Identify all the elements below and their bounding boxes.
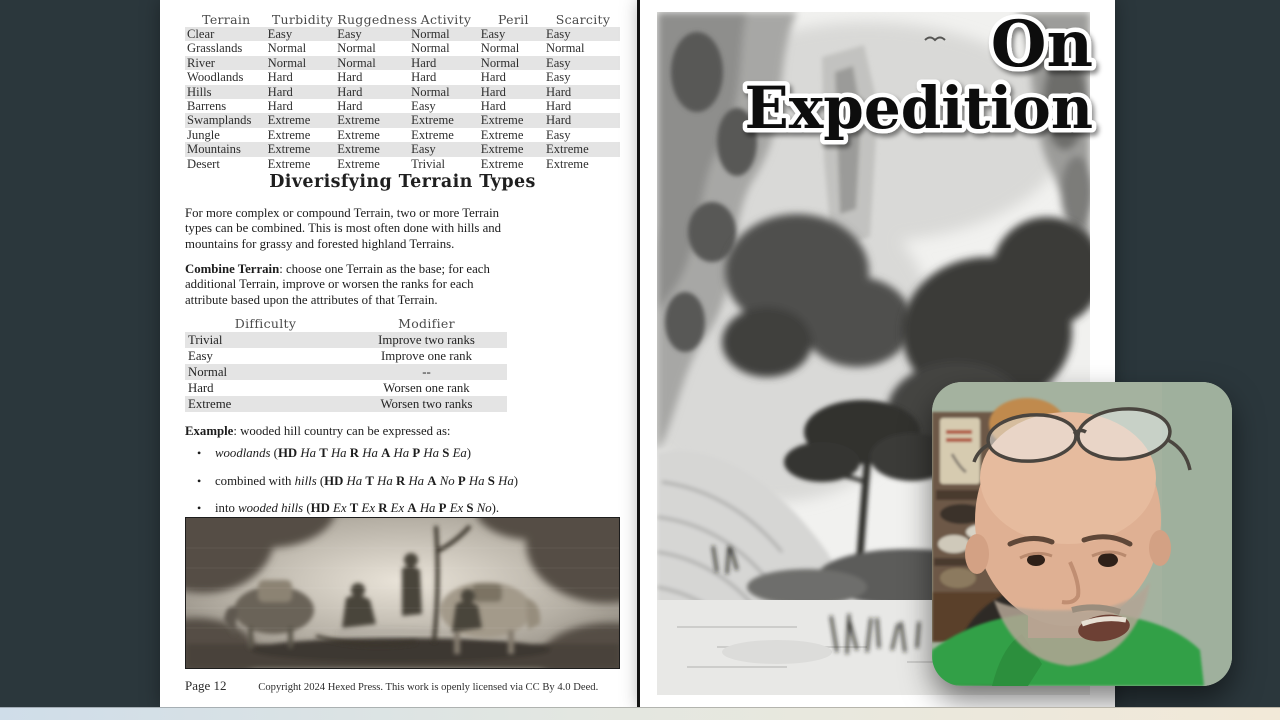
table-cell: Desert xyxy=(187,156,220,171)
table-cell: Hard xyxy=(267,84,293,99)
difficulty-modifier-body xyxy=(185,332,507,412)
table-cell: Improve one rank xyxy=(381,349,472,363)
table-cell: Easy xyxy=(546,70,571,85)
camp-engraving-illustration xyxy=(185,517,620,669)
table-row xyxy=(185,56,620,70)
table-cell: Extreme xyxy=(546,142,589,157)
table-row xyxy=(185,128,620,142)
column-header: Peril xyxy=(498,12,529,27)
table-cell: Hard xyxy=(546,84,572,99)
table-cell: Hard xyxy=(267,70,293,85)
table-cell: Mountains xyxy=(187,142,241,157)
table-cell: Hard xyxy=(337,98,363,113)
table-cell: Normal xyxy=(411,41,450,56)
table-cell: Normal xyxy=(267,41,307,56)
column-header: Turbidity xyxy=(271,12,334,27)
table-cell: Swamplands xyxy=(187,113,252,128)
table-row xyxy=(185,364,507,380)
table-cell: Normal xyxy=(188,365,228,379)
difficulty-modifier-header xyxy=(185,314,507,331)
table-cell: Easy xyxy=(188,349,213,363)
table-cell: Extreme xyxy=(411,113,454,128)
table-cell: Hills xyxy=(187,84,212,99)
column-header: Difficulty xyxy=(234,316,297,331)
table-cell: Normal xyxy=(480,55,520,70)
table-row xyxy=(185,99,620,113)
table-cell: Woodlands xyxy=(187,70,244,85)
table-cell: Easy xyxy=(337,27,362,41)
table-cell: Worsen two ranks xyxy=(380,397,473,411)
combine-terrain-text: : choose one Terrain as the base; for each additional Terrain, improve or worsen the ranks for each attribute based upon the attributes of that Terrain. xyxy=(185,262,490,307)
table-cell: Clear xyxy=(187,27,215,41)
list-item: • woodlands (HD Ha T Ha R Ha A Ha P Ha S Ea) xyxy=(185,446,545,461)
table-cell: Easy xyxy=(267,27,293,41)
table-cell: Hard xyxy=(480,84,506,99)
page-footer xyxy=(185,678,620,694)
table-cell: Hard xyxy=(411,70,437,85)
table-cell: Extreme xyxy=(337,113,380,128)
table-cell: Trivial xyxy=(411,156,445,171)
table-cell: Hard xyxy=(480,70,506,85)
table-cell: Normal xyxy=(267,55,307,70)
table-cell: Hard xyxy=(546,98,572,113)
column-header: Activity xyxy=(420,12,472,27)
engraving-image xyxy=(186,518,619,668)
table-cell: Improve two ranks xyxy=(378,333,475,347)
table-cell: Easy xyxy=(546,55,571,70)
webcam-video-overlay xyxy=(932,382,1232,686)
table-row xyxy=(185,157,620,171)
table-row xyxy=(185,380,507,396)
table-cell: Hard xyxy=(337,84,363,99)
table-cell: Hard xyxy=(546,113,572,128)
column-header: Scarcity xyxy=(555,12,611,27)
table-cell: Hard xyxy=(188,381,214,395)
table-cell: Hard xyxy=(480,98,506,113)
table-cell: Extreme xyxy=(480,156,524,171)
table-cell: Grasslands xyxy=(187,41,243,56)
section-heading: Diverisfying Terrain Types xyxy=(269,172,536,192)
title-line-1: On xyxy=(990,7,1093,82)
copyright-text: Copyright 2024 Hexed Press. This work is openly licensed via CC By 4.0 Deed. xyxy=(258,682,599,693)
column-header: Terrain xyxy=(202,12,251,27)
combine-terrain-paragraph xyxy=(185,262,517,308)
table-cell: Normal xyxy=(337,41,376,56)
table-row xyxy=(185,348,507,364)
table-cell: Extreme xyxy=(267,127,311,142)
example-paragraph xyxy=(185,424,517,439)
table-cell: Extreme xyxy=(411,127,454,142)
table-row xyxy=(185,85,620,99)
table-cell: Extreme xyxy=(337,156,380,171)
table-cell: Normal xyxy=(480,41,520,56)
terrain-table-header xyxy=(185,9,620,27)
table-cell: Hard xyxy=(267,98,293,113)
table-cell: Extreme xyxy=(267,156,311,171)
table-cell: -- xyxy=(422,365,431,379)
table-row xyxy=(185,27,620,41)
table-row xyxy=(185,396,507,412)
page-number: Page 12 xyxy=(185,678,227,693)
column-header: Modifier xyxy=(398,316,455,331)
table-cell: Jungle xyxy=(187,127,220,142)
table-row xyxy=(185,142,620,156)
table-cell: Extreme xyxy=(546,156,589,171)
table-cell: River xyxy=(187,55,215,70)
table-cell: Extreme xyxy=(337,142,380,157)
combine-terrain-lead: Combine Terrain xyxy=(185,262,280,276)
table-cell: Hard xyxy=(337,70,363,85)
table-cell: Normal xyxy=(546,41,585,56)
background-window-strip xyxy=(0,707,1280,720)
table-cell: Extreme xyxy=(188,397,232,411)
table-cell: Normal xyxy=(411,27,450,41)
example-lead: Example xyxy=(185,424,234,438)
table-cell: Normal xyxy=(337,55,376,70)
table-cell: Extreme xyxy=(480,142,524,157)
terrain-attributes-table xyxy=(185,9,620,171)
list-item: • combined with hills (HD Ha T Ha R Ha A No P Ha S Ha) xyxy=(185,474,545,489)
list-item: • into wooded hills (HD Ex T Ex R Ex A Ha P Ex S No). xyxy=(185,501,545,516)
title-line-2: Expedition xyxy=(744,74,1093,142)
table-cell: Normal xyxy=(411,84,450,99)
table-cell: Easy xyxy=(411,142,436,157)
table-cell: Easy xyxy=(546,27,571,41)
table-cell: Extreme xyxy=(480,113,524,128)
table-cell: Easy xyxy=(480,27,506,41)
table-cell: Easy xyxy=(411,98,436,113)
column-header: Ruggedness xyxy=(337,12,418,27)
book-page-left xyxy=(160,0,640,708)
table-row xyxy=(185,41,620,55)
intro-paragraph: For more complex or compound Terrain, two or more Terrain types can be combined. This is most often done with hills and mountains for grassy and forested highland Terrains. xyxy=(185,206,502,251)
difficulty-modifier-table xyxy=(185,314,507,412)
table-cell: Trivial xyxy=(188,333,223,347)
table-row xyxy=(185,113,620,127)
table-cell: Barrens xyxy=(187,98,227,113)
table-row xyxy=(185,70,620,84)
table-cell: Extreme xyxy=(480,127,524,142)
table-cell: Extreme xyxy=(267,142,311,157)
table-cell: Easy xyxy=(546,127,571,142)
example-text: : wooded hill country can be expressed as: xyxy=(233,424,451,438)
table-cell: Extreme xyxy=(267,113,311,128)
table-cell: Extreme xyxy=(337,127,380,142)
terrain-table-body xyxy=(185,27,620,171)
table-row xyxy=(185,332,507,348)
table-cell: Worsen one rank xyxy=(383,381,470,395)
table-cell: Hard xyxy=(411,55,437,70)
webcam-feed-image xyxy=(932,382,1232,686)
